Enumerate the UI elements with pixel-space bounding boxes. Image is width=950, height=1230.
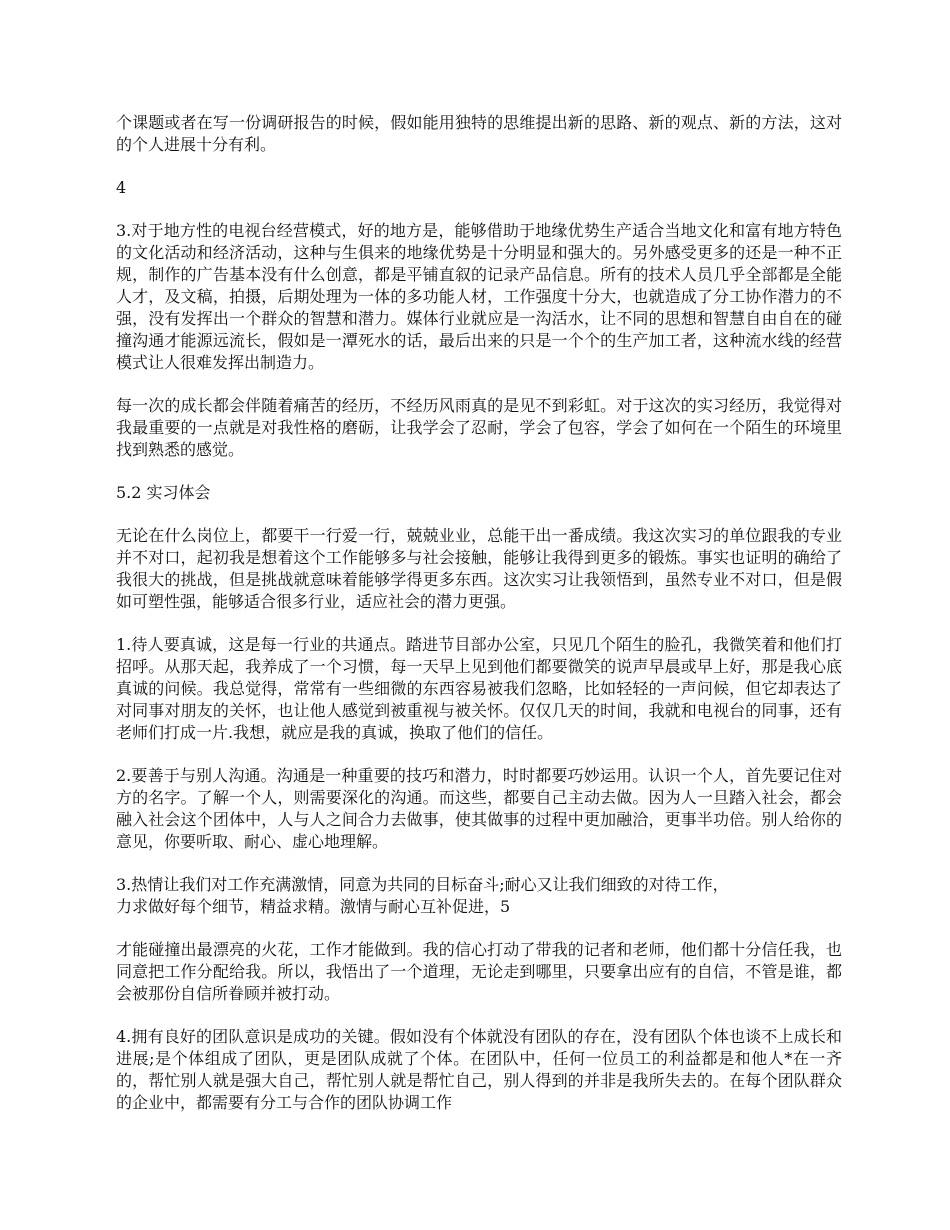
paragraph-point-4-teamwork: 4.拥有良好的团队意识是成功的关键。假如没有个体就没有团队的存在，没有团队个体也谈不上成长和进展;是个体组成了团队，更是团队成就了个体。在团队中，任何一位员工的利益都是和他人*在一齐的，帮忙别人就是强大自己，帮忙别人就是帮忙自己，别人得到的并非是我所失去的。在每个团队群众的企业中，都需要有分工与合作的团队协调工作 [116, 1027, 842, 1112]
paragraph-confidence: 才能碰撞出最漂亮的火花，工作才能做到。我的信心打动了带我的记者和老师，他们都十分信任我，也同意把工作分配给我。所以，我悟出了一个道理，无论走到哪里，只要拿出应有的自信，不管是谁，都会被那份自信所眷顾并被打动。 [116, 940, 842, 1003]
paragraph-point-3-line-1: 3.热情让我们对工作充满激情，同意为共同的目标奋斗;耐心又让我们细致的对待工作， [116, 875, 729, 894]
section-heading-internship-reflection: 5.2 实习体会 [116, 483, 211, 502]
document-body [116, 112, 842, 1135]
paragraph-point-3-enthusiasm [116, 874, 842, 918]
paragraph-intro-continuation: 个课题或者在写一份调研报告的时候，假如能用独特的思维提出新的思路、新的观点、新的方法，这对的个人进展十分有利。 [116, 113, 842, 154]
paragraph-point-3-line-2: 力求做好每个细节，精益求精。激情与耐心互补促进，5 [116, 897, 511, 916]
paragraph-love-your-job: 无论在什么岗位上，都要干一行爱一行，兢兢业业，总能干出一番成绩。我这次实习的单位跟我的专业并不对口，起初我是想着这个工作能够多与社会接触，能够让我得到更多的锻炼。事实也证明的确给了我很大的挑战，但是挑战就意味着能够学得更多东西。这次实习让我领悟到，虽然专业不对口，但是假如可塑性强，能够适合很多行业，适应社会的潜力更强。 [116, 526, 842, 611]
page-number-4: 4 [116, 178, 127, 197]
paragraph-point-1-sincerity: 1.待人要真诚，这是每一行业的共通点。踏进节目部办公室，只见几个陌生的脸孔，我微笑着和他们打招呼。从那天起，我养成了一个习惯，每一天早上见到他们都要微笑的说声早晨或早上好，那是我心底真诚的问候。我总觉得，常常有一些细微的东西容易被我们忽略，比如轻轻的一声问候，但它却表达了对同事对朋友的关怀，也让他人感觉到被重视与被关怀。仅仅几天的时间，我就和电视台的同事，还有老师们打成一片.我想，就应是我的真诚，换取了他们的信任。 [116, 635, 842, 742]
paragraph-point-2-communication: 2.要善于与别人沟通。沟通是一种重要的技巧和潜力，时时都要巧妙运用。认识一个人，首先要记住对方的名字。了解一个人，则需要深化的沟通。而这些，都要自己主动去做。因为人一旦踏入社会，都会融入社会这个团体中，人与人之间合力去做事，使其做事的过程中更加融洽，更事半功倍。别人给你的意见，你要听取、耐心、虚心地理解。 [116, 766, 842, 851]
paragraph-growth-experience: 每一次的成长都会伴随着痛苦的经历，不经历风雨真的是见不到彩虹。对于这次的实习经历，我觉得对我最重要的一点就是对我性格的磨砺，让我学会了忍耐，学会了包容，学会了如何在一个陌生的环境里找到熟悉的感觉。 [116, 396, 842, 459]
paragraph-point-3-tv-station: 3.对于地方性的电视台经营模式，好的地方是，能够借助于地缘优势生产适合当地文化和富有地方特色的文化活动和经济活动，这种与生俱来的地缘优势是十分明显和强大的。另外感受更多的还是一种不正规，制作的广告基本没有什么创意，都是平铺直叙的记录产品信息。所有的技术人员几乎全部都是全能人才，及文稿，拍摄，后期处理为一体的多功能人材，工作强度十分大，也就造成了分工协作潜力的不强，没有发挥出一个群众的智慧和潜力。媒体行业就应是一沟活水，让不同的思想和智慧自由自在的碰撞沟通才能源远流长，假如是一潭死水的话，最后出来的只是一个个的生产加工者，这种流水线的经营模式让人很难发挥出制造力。 [116, 221, 842, 372]
